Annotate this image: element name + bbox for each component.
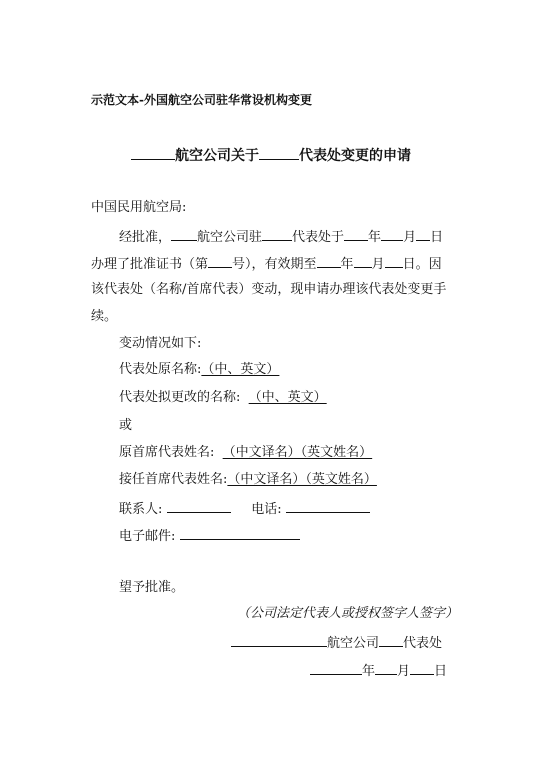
year-blank — [310, 662, 362, 675]
blank — [208, 255, 232, 268]
blank — [344, 228, 368, 241]
original-chief-field: （中文译名）（英文姓名） — [222, 445, 373, 460]
blank — [171, 228, 197, 241]
para2-text-a: 办理了批准证书（第 — [91, 257, 209, 272]
month-blank — [375, 662, 397, 675]
para2-text-e: 日。因 — [402, 257, 442, 272]
new-name-label: 代表处拟更改的名称: — [119, 390, 241, 405]
para1-text-f: 日 — [430, 230, 444, 245]
or-text: 或 — [119, 418, 133, 433]
para2-text-c: 年 — [340, 257, 354, 272]
signature-month-text: 月 — [397, 664, 411, 679]
original-name-field: （中、英文） — [201, 362, 280, 377]
original-chief-label: 原首席代表姓名: — [119, 445, 215, 460]
office-blank — [259, 147, 299, 160]
signature-date-line — [310, 662, 447, 680]
new-chief-label: 接任首席代表姓名: — [119, 472, 228, 487]
blank — [385, 255, 403, 268]
para1-text-e: 月 — [403, 230, 417, 245]
new-chief-field: （中文译名）（英文姓名） — [227, 472, 377, 487]
contact-row — [119, 500, 370, 518]
document-type-label: 示范文本-外国航空公司驻华常设机构变更 — [91, 93, 312, 107]
signature-airline-text: 航空公司 — [327, 636, 380, 651]
blank — [354, 255, 372, 268]
paragraph-line-4: 续。 — [91, 309, 118, 324]
signature-day-text: 日 — [434, 664, 448, 679]
email-row — [119, 527, 300, 545]
new-name-field: （中、英文） — [248, 390, 327, 405]
new-name-row — [119, 390, 353, 406]
signature-airline-line — [231, 634, 442, 652]
email-field — [180, 527, 300, 540]
phone-label: 电话: — [251, 502, 282, 517]
signature-note: （公司法定代表人或授权签字人签字） — [237, 606, 459, 621]
paragraph-line-2 — [91, 255, 442, 273]
day-blank — [410, 662, 434, 675]
title-change-text: 代表处变更的申请 — [299, 148, 411, 164]
email-label: 电子邮件: — [119, 529, 176, 544]
paragraph-line-3: 该代表处（名称/首席代表）变动，现申请办理该代表处变更手 — [91, 282, 447, 297]
blank — [416, 228, 430, 241]
para1-text-d: 年 — [368, 230, 382, 245]
para2-text-d: 月 — [371, 257, 385, 272]
original-chief-row — [119, 445, 372, 461]
original-name-row — [119, 362, 351, 378]
airline-name-blank — [231, 634, 327, 647]
airline-blank — [131, 147, 175, 160]
phone-field — [286, 500, 370, 513]
document-title — [131, 147, 411, 164]
contact-label: 联系人: — [119, 502, 163, 517]
para2-text-b: 号），有效期至 — [232, 257, 317, 272]
closing-request: 望予批准。 — [119, 580, 185, 595]
contact-field — [167, 500, 231, 513]
para1-text-c: 代表处于 — [292, 230, 345, 245]
blank — [381, 228, 403, 241]
office-name-blank — [379, 634, 403, 647]
changes-heading: 变动情况如下: — [119, 336, 202, 351]
paragraph-line-1 — [119, 228, 443, 246]
signature-office-text: 代表处 — [403, 636, 443, 651]
para1-text-b: 航空公司驻 — [197, 230, 263, 245]
para1-text-a: 经批准， — [119, 230, 172, 245]
signature-year-text: 年 — [362, 664, 376, 679]
salutation: 中国民用航空局: — [91, 200, 187, 215]
new-chief-row — [119, 472, 377, 488]
title-airline-text: 航空公司关于 — [175, 148, 259, 164]
blank — [317, 255, 341, 268]
blank — [262, 228, 292, 241]
original-name-label: 代表处原名称: — [119, 362, 202, 377]
